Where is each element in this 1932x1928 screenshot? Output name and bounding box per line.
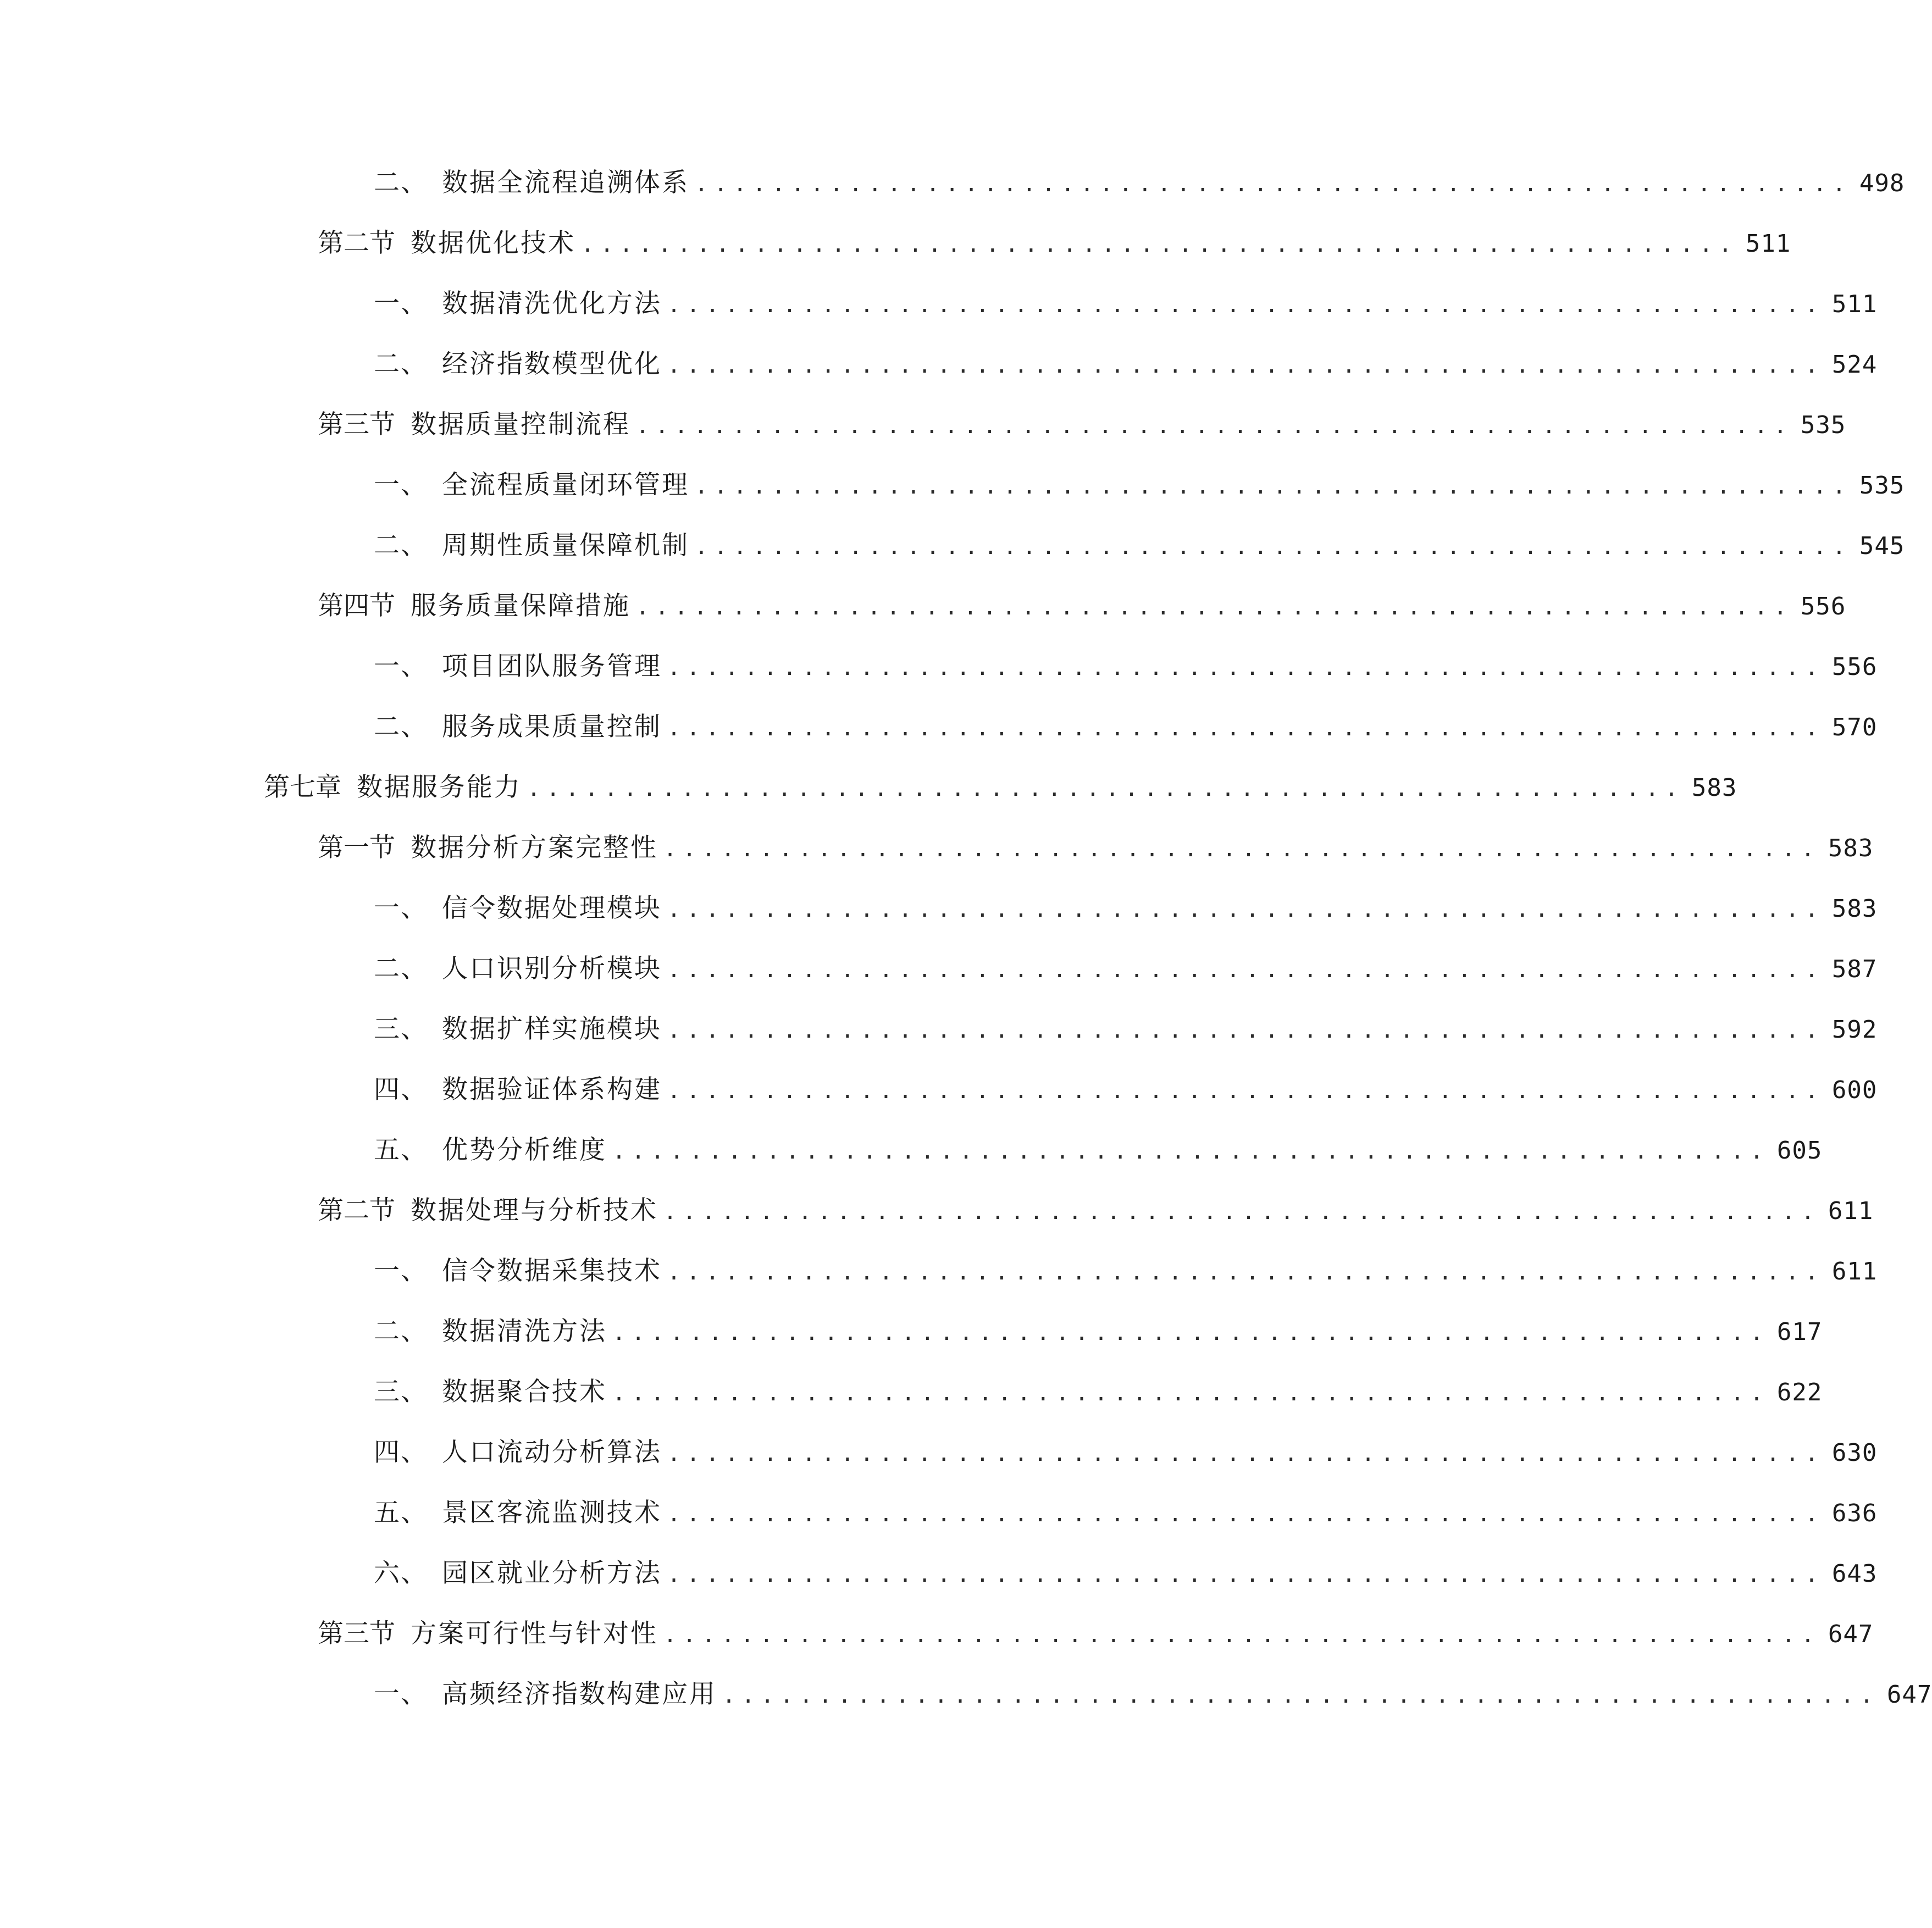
toc-entry[interactable] bbox=[374, 1007, 1878, 1051]
toc-entry[interactable] bbox=[374, 282, 1878, 326]
toc-entry-page: 583 bbox=[1828, 834, 1874, 862]
toc-entry-page: 556 bbox=[1800, 592, 1846, 620]
toc-entry-title: 人口流动分析算法 bbox=[442, 1437, 662, 1467]
toc-entry[interactable] bbox=[318, 221, 1791, 265]
toc-entry[interactable] bbox=[374, 161, 1905, 205]
dot-leader: ............................................................ bbox=[722, 1683, 1879, 1708]
toc-entry[interactable] bbox=[374, 342, 1878, 386]
dot-leader: ............................................................ bbox=[636, 413, 1793, 439]
toc-entry-title: 优势分析维度 bbox=[442, 1135, 607, 1165]
toc-entry-number: 一、 bbox=[374, 893, 428, 923]
toc-entry-page: 524 bbox=[1831, 351, 1878, 379]
toc-entry[interactable] bbox=[374, 1672, 1932, 1716]
toc-entry-number: 第四节 bbox=[318, 591, 395, 621]
toc-entry-number: 四、 bbox=[374, 1074, 428, 1105]
toc-entry-title: 服务成果质量控制 bbox=[442, 712, 662, 742]
toc-entry-number: 第二节 bbox=[318, 1195, 395, 1226]
toc-entry[interactable] bbox=[264, 766, 1737, 810]
toc-entry-title: 数据服务能力 bbox=[357, 772, 522, 802]
toc-entry-title: 信令数据处理模块 bbox=[442, 893, 662, 923]
toc-entry-number: 二、 bbox=[374, 712, 428, 742]
toc-entry-title: 项目团队服务管理 bbox=[442, 651, 662, 682]
dot-leader: ............................................................ bbox=[667, 1018, 1824, 1043]
dot-leader: ............................................................ bbox=[612, 1381, 1769, 1406]
dot-leader: ............................................................ bbox=[636, 595, 1793, 620]
toc-entry-number: 第一节 bbox=[318, 833, 395, 863]
toc-entry[interactable] bbox=[318, 826, 1874, 870]
toc-entry[interactable] bbox=[374, 1370, 1823, 1414]
toc-entry-page: 570 bbox=[1831, 713, 1878, 741]
toc-entry-number: 六、 bbox=[374, 1558, 428, 1588]
toc-entry[interactable] bbox=[374, 705, 1878, 749]
toc-entry-title: 数据全流程追溯体系 bbox=[442, 168, 689, 198]
dot-leader: ............................................................ bbox=[695, 534, 1852, 559]
toc-entry-title: 人口识别分析模块 bbox=[442, 954, 662, 984]
toc-entry-page: 556 bbox=[1831, 653, 1878, 681]
dot-leader: ............................................................ bbox=[612, 1139, 1769, 1164]
dot-leader: ............................................................ bbox=[695, 171, 1852, 197]
toc-entry-page: 535 bbox=[1800, 411, 1846, 439]
toc-entry-number: 二、 bbox=[374, 530, 428, 561]
toc-entry-title: 服务质量保障措施 bbox=[411, 591, 630, 621]
toc-entry-title: 数据扩样实施模块 bbox=[442, 1014, 662, 1044]
dot-leader: ............................................................ bbox=[663, 1622, 1820, 1648]
dot-leader: ............................................................ bbox=[667, 716, 1824, 741]
toc-entry[interactable] bbox=[374, 645, 1878, 689]
toc-entry-page: 583 bbox=[1691, 774, 1737, 802]
toc-entry[interactable] bbox=[374, 1431, 1878, 1475]
toc-entry-page: 647 bbox=[1886, 1681, 1932, 1709]
toc-entry-title: 数据处理与分析技术 bbox=[411, 1195, 658, 1226]
dot-leader: ............................................................ bbox=[612, 1320, 1769, 1345]
toc-entry-title: 景区客流监测技术 bbox=[442, 1498, 662, 1528]
dot-leader: ............................................................ bbox=[667, 957, 1824, 983]
toc-entry-page: 545 bbox=[1859, 532, 1905, 560]
toc-entry-number: 四、 bbox=[374, 1437, 428, 1467]
toc-entry-title: 数据优化技术 bbox=[411, 228, 575, 258]
toc-entry-title: 周期性质量保障机制 bbox=[442, 530, 689, 561]
toc-entry[interactable] bbox=[318, 1612, 1874, 1656]
toc-entry[interactable] bbox=[374, 1068, 1878, 1112]
toc-entry-number: 五、 bbox=[374, 1135, 428, 1165]
toc-entry-title: 高频经济指数构建应用 bbox=[442, 1679, 717, 1709]
toc-entry-number: 一、 bbox=[374, 1679, 428, 1709]
toc-entry-number: 一、 bbox=[374, 651, 428, 682]
toc-entry-title: 数据质量控制流程 bbox=[411, 409, 630, 440]
dot-leader: ............................................................ bbox=[667, 1260, 1824, 1285]
toc-entry-page: 611 bbox=[1828, 1197, 1874, 1225]
toc-entry-title: 园区就业分析方法 bbox=[442, 1558, 662, 1588]
toc-entry-number: 二、 bbox=[374, 954, 428, 984]
toc-entry-page: 643 bbox=[1831, 1560, 1878, 1588]
toc-entry-title: 数据分析方案完整性 bbox=[411, 833, 658, 863]
toc-entry-number: 三、 bbox=[374, 1377, 428, 1407]
dot-leader: ............................................................ bbox=[695, 474, 1852, 499]
toc-entry-number: 第三节 bbox=[318, 409, 395, 440]
toc-entry-page: 647 bbox=[1828, 1620, 1874, 1648]
toc-entry[interactable] bbox=[374, 1128, 1823, 1172]
toc-entry-page: 511 bbox=[1745, 230, 1791, 258]
toc-entry-title: 数据清洗方法 bbox=[442, 1316, 607, 1347]
dot-leader: ............................................................ bbox=[667, 655, 1824, 680]
dot-leader: ............................................................ bbox=[663, 836, 1820, 862]
toc-entry[interactable] bbox=[318, 584, 1846, 628]
toc-entry-title: 数据聚合技术 bbox=[442, 1377, 607, 1407]
toc-entry-number: 第七章 bbox=[264, 772, 341, 802]
toc-entry-number: 第三节 bbox=[318, 1619, 395, 1649]
toc-entry-page: 622 bbox=[1776, 1378, 1823, 1406]
toc-entry-page: 583 bbox=[1831, 895, 1878, 923]
toc-entry-number: 第二节 bbox=[318, 228, 395, 258]
dot-leader: ............................................................ bbox=[667, 1441, 1824, 1466]
dot-leader: ............................................................ bbox=[667, 897, 1824, 922]
toc-entry[interactable] bbox=[374, 524, 1905, 568]
toc-entry[interactable] bbox=[374, 463, 1905, 507]
toc-entry-page: 511 bbox=[1831, 290, 1878, 318]
dot-leader: ............................................................ bbox=[527, 776, 1684, 801]
toc-entry-page: 498 bbox=[1859, 169, 1905, 197]
toc-entry-page: 611 bbox=[1831, 1257, 1878, 1286]
toc-entry[interactable] bbox=[374, 947, 1878, 991]
toc-entry-page: 592 bbox=[1831, 1016, 1878, 1044]
dot-leader: ............................................................ bbox=[667, 1078, 1824, 1104]
toc-entry-title: 经济指数模型优化 bbox=[442, 349, 662, 379]
toc-entry-page: 535 bbox=[1859, 472, 1905, 500]
toc-entry-number: 三、 bbox=[374, 1014, 428, 1044]
toc-entry-number: 二、 bbox=[374, 349, 428, 379]
toc-entry-page: 630 bbox=[1831, 1439, 1878, 1467]
toc-entry-number: 一、 bbox=[374, 470, 428, 500]
toc-entry[interactable] bbox=[374, 1552, 1878, 1595]
toc-entry-title: 方案可行性与针对性 bbox=[411, 1619, 658, 1649]
toc-entry-page: 587 bbox=[1831, 955, 1878, 983]
toc-entry-page: 605 bbox=[1776, 1137, 1823, 1165]
dot-leader: ............................................................ bbox=[667, 353, 1824, 378]
toc-entry-page: 600 bbox=[1831, 1076, 1878, 1104]
toc-entry-page: 636 bbox=[1831, 1499, 1878, 1527]
toc-entry-title: 数据清洗优化方法 bbox=[442, 289, 662, 319]
dot-leader: ............................................................ bbox=[667, 292, 1824, 318]
toc-entry-page: 617 bbox=[1776, 1318, 1823, 1346]
toc-entry-title: 数据验证体系构建 bbox=[442, 1074, 662, 1105]
toc-entry[interactable] bbox=[318, 1189, 1874, 1233]
dot-leader: ............................................................ bbox=[663, 1199, 1820, 1225]
dot-leader: ............................................................ bbox=[581, 232, 1738, 257]
toc-entry-number: 一、 bbox=[374, 289, 428, 319]
toc-entry[interactable] bbox=[374, 1249, 1878, 1293]
toc-entry-number: 二、 bbox=[374, 168, 428, 198]
toc-entry-title: 全流程质量闭环管理 bbox=[442, 470, 689, 500]
dot-leader: ............................................................ bbox=[667, 1562, 1824, 1587]
toc-entry-number: 五、 bbox=[374, 1498, 428, 1528]
toc-entry[interactable] bbox=[318, 403, 1846, 447]
toc-entry[interactable] bbox=[374, 1491, 1878, 1535]
toc-entry-number: 二、 bbox=[374, 1316, 428, 1347]
toc-entry-title: 信令数据采集技术 bbox=[442, 1256, 662, 1286]
toc-entry[interactable] bbox=[374, 1310, 1823, 1354]
toc-entry-number: 一、 bbox=[374, 1256, 428, 1286]
dot-leader: ............................................................ bbox=[667, 1502, 1824, 1527]
toc-entry[interactable] bbox=[374, 887, 1878, 930]
